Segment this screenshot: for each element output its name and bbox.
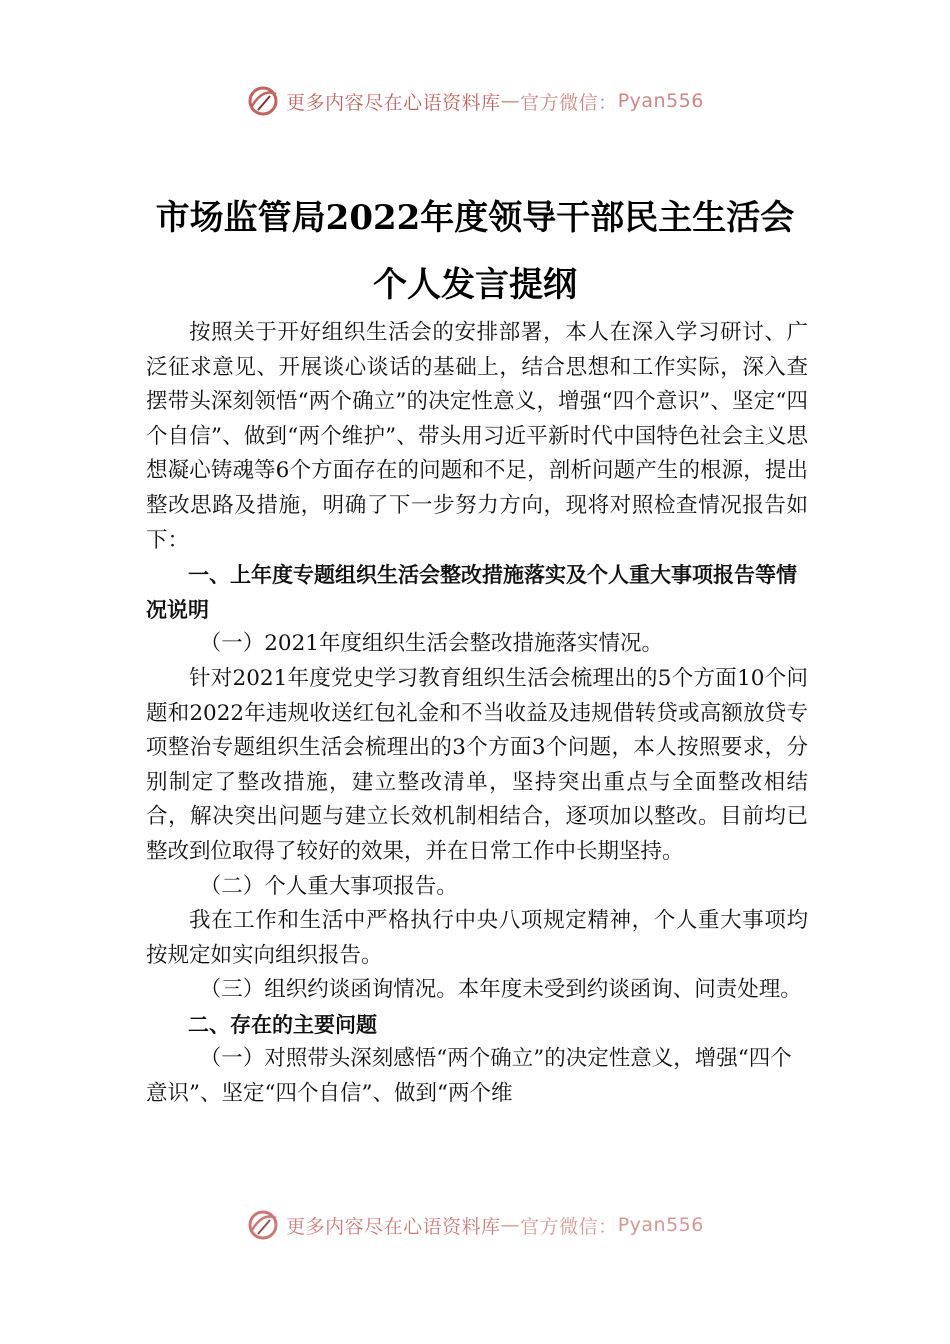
watermark-text: 更多内容尽在心语资料库 (286, 1215, 501, 1238)
watermark-header (0, 84, 950, 118)
subsection-heading-2-1: （一）对照带头深刻感悟“两个确立”的决定性意义，增强“四个意识”、坚定“四个自信”、做到“两个维 (146, 1046, 792, 1107)
body-paragraph: 针对2021年度党史学习教育组织生活会梳理出的5个方面10个问题和2022年违规收送红包礼金和不当收益及违规借转贷或高额放贷专项整治专题组织生活会梳理出的3个方面3个问题，本人按照要求，分别制定了整改措施，建立整改清单，坚持突出重点与全面整改相结合，解决突出问题与建立长效机制相结合，逐项加以整改。目前均已整改到位取得了较好的效果，并在日常工作中长期坚持。 (146, 665, 808, 864)
watermark-wechat-label: 官方微信： (520, 91, 618, 114)
watermark-text: 更多内容尽在心语资料库 (286, 91, 501, 114)
body-paragraph: 我在工作和生活中严格执行中央八项规定精神，个人重大事项均按规定如实向组织报告。 (146, 908, 808, 968)
brand-logo-icon (246, 84, 280, 118)
subsection-heading-1-3: （三）组织约谈函询情况。本年度未受到约谈函询、问责处理。 (199, 977, 802, 1003)
watermark-separator: — (500, 90, 521, 112)
watermark-footer (0, 1208, 950, 1242)
watermark-separator: — (500, 1214, 521, 1236)
document-title-line1: 市场监管局2022年度领导干部民主生活会 (155, 198, 795, 238)
document-title-line2: 个人发言提纲 (373, 265, 577, 305)
section-heading-1: 一、上年度专题组织生活会整改措施落实及个人重大事项报告等情况说明 (146, 563, 797, 622)
document-body (146, 316, 808, 1112)
watermark-wechat-label: 官方微信： (520, 1215, 618, 1238)
intro-paragraph: 按照关于开好组织生活会的安排部署，本人在深入学习研讨、广泛征求意见、开展谈心谈话的基础上，结合思想和工作实际，深入查摆带头深刻领悟“两个确立”的决定性意义，增强“四个意识”、坚定“四个自信”、做到“两个维护”、带头用习近平新时代中国特色社会主义思想凝心铸魂等6个方面存在的问题和不足，剖析问题产生的根源，提出整改思路及措施，明确了下一步努力方向，现将对照检查情况报告如下： (146, 320, 808, 553)
section-heading-2: 二、存在的主要问题 (188, 1012, 377, 1037)
subsection-heading-1-1: （一）2021年度组织生活会整改措施落实情况。 (199, 631, 663, 657)
watermark-wechat-handle: Pyan556 (617, 90, 704, 112)
brand-logo-icon (246, 1208, 280, 1242)
subsection-heading-1-2: （二）个人重大事项报告。 (199, 873, 458, 899)
watermark-wechat-handle: Pyan556 (617, 1214, 704, 1236)
